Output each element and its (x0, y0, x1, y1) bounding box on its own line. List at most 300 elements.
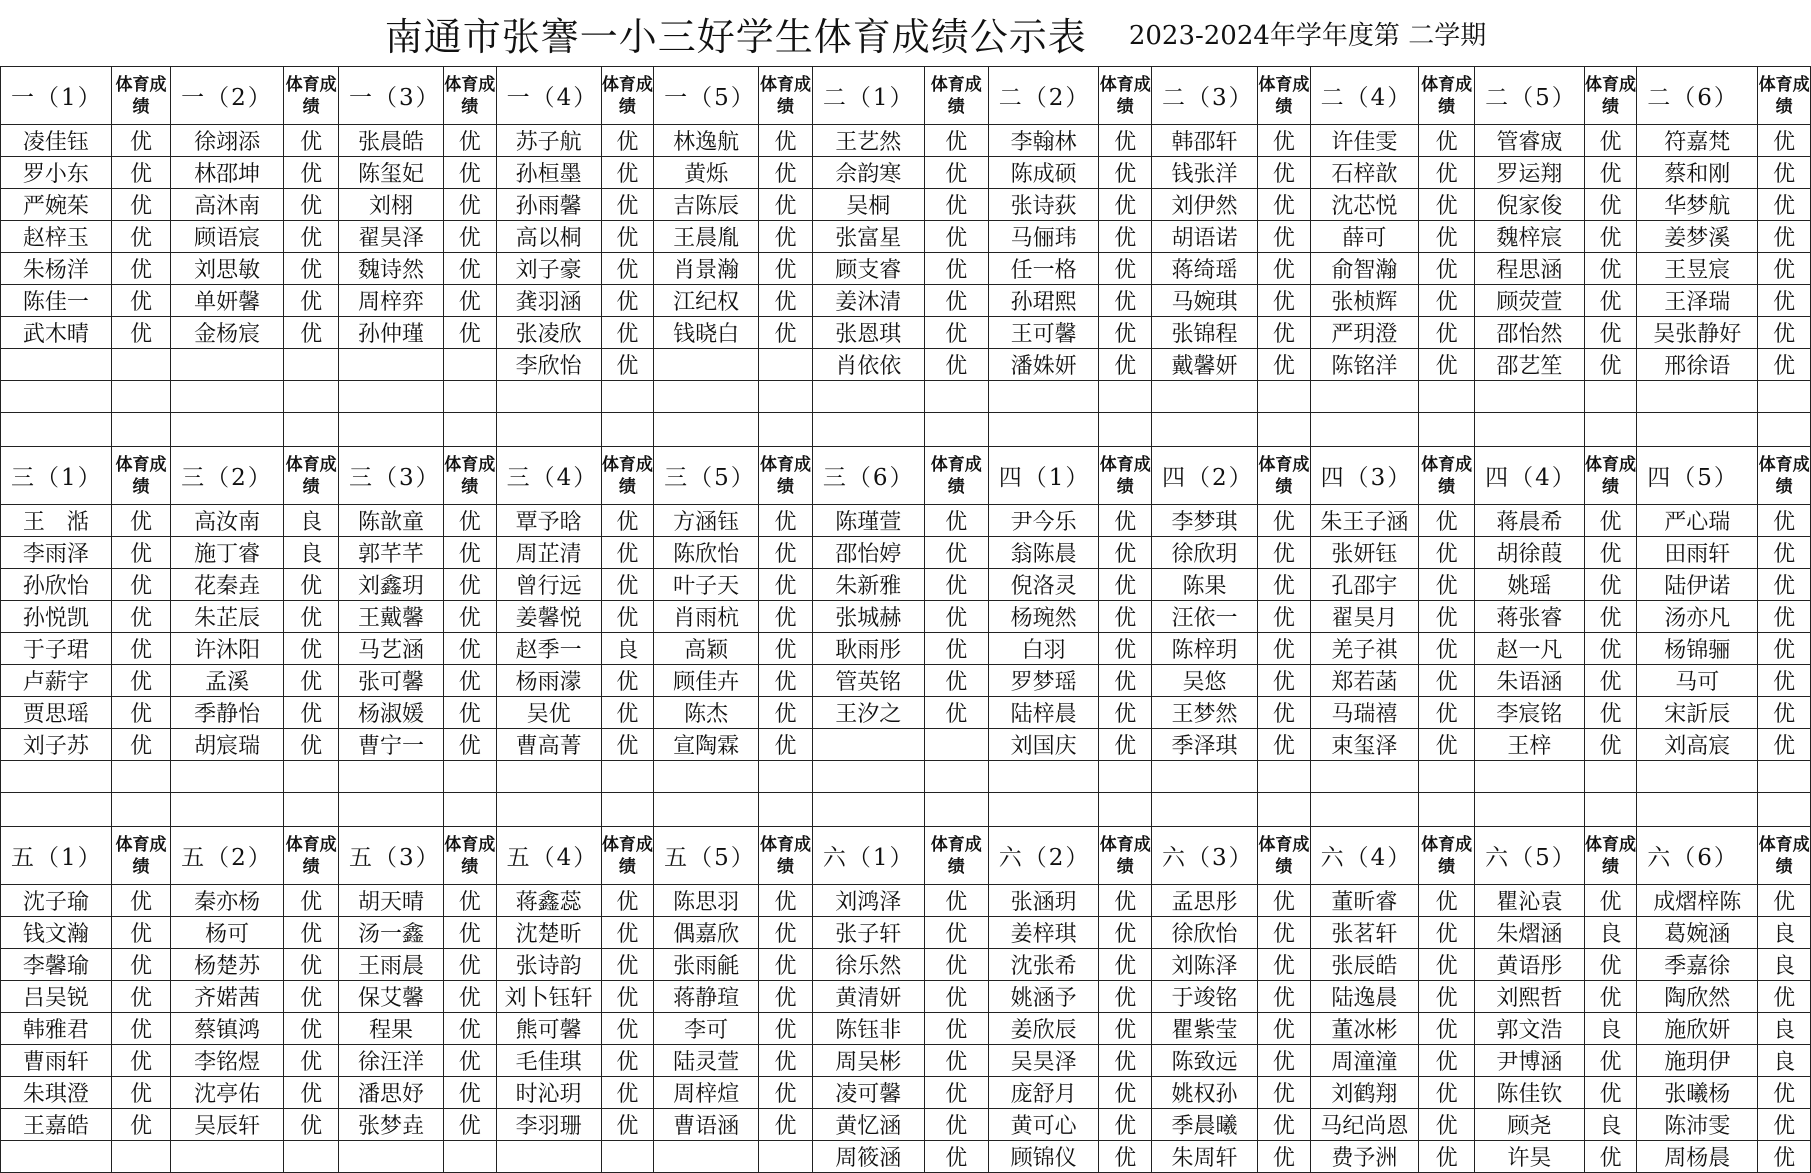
student-name-cell (988, 381, 1099, 413)
student-name-cell: 武木晴 (1, 317, 112, 349)
score-column-header: 体育成绩 (924, 447, 988, 505)
student-grade-cell: 优 (1584, 505, 1637, 537)
score-column-header: 体育成绩 (1584, 67, 1637, 125)
student-grade-cell: 优 (1258, 981, 1311, 1013)
student-grade-cell: 优 (444, 221, 497, 253)
student-grade-cell: 优 (1419, 1141, 1475, 1173)
empty-cell (111, 413, 170, 447)
student-grade-cell: 优 (759, 665, 813, 697)
student-grade-cell: 优 (1584, 633, 1637, 665)
student-name-cell: 偶嘉欣 (654, 917, 759, 949)
student-grade-cell: 优 (924, 1141, 988, 1173)
student-name-cell: 秦亦杨 (171, 885, 284, 917)
student-grade-cell: 优 (444, 537, 497, 569)
empty-cell (759, 413, 813, 447)
empty-cell (111, 793, 170, 827)
student-name-cell: 郑若菡 (1310, 665, 1418, 697)
student-grade-cell: 优 (1099, 505, 1152, 537)
student-grade-cell: 优 (111, 1045, 170, 1077)
student-grade-cell: 优 (284, 125, 339, 157)
student-name-cell: 王可馨 (988, 317, 1099, 349)
student-name-cell: 潘姝妍 (988, 349, 1099, 381)
student-grade-cell: 优 (1099, 981, 1152, 1013)
student-name-cell: 黄清妍 (812, 981, 924, 1013)
student-grade-cell: 优 (1258, 349, 1311, 381)
score-column-header: 体育成绩 (924, 827, 988, 885)
student-grade-cell: 优 (1419, 633, 1475, 665)
student-name-cell: 施丁睿 (171, 537, 284, 569)
student-name-cell (496, 1141, 601, 1173)
student-grade-cell: 优 (111, 125, 170, 157)
score-column-header: 体育成绩 (1758, 827, 1811, 885)
empty-cell (1419, 413, 1475, 447)
student-grade-cell: 优 (1758, 505, 1811, 537)
class-name-header: 二（4） (1310, 67, 1418, 125)
empty-cell (339, 413, 444, 447)
student-grade-cell: 优 (444, 189, 497, 221)
student-name-cell (171, 761, 284, 793)
student-grade-cell: 良 (1758, 1045, 1811, 1077)
student-name-cell: 钱张洋 (1151, 157, 1257, 189)
empty-cell (444, 413, 497, 447)
student-name-cell: 张城赫 (812, 601, 924, 633)
empty-cell (1310, 793, 1418, 827)
student-name-cell: 曹高菁 (496, 729, 601, 761)
student-name-cell: 江纪权 (654, 285, 759, 317)
student-name-cell: 贾思瑶 (1, 697, 112, 729)
class-name-header: 三（6） (812, 447, 924, 505)
student-name-cell: 方涵钰 (654, 505, 759, 537)
student-grade-cell: 优 (111, 189, 170, 221)
student-row (1, 1141, 1811, 1173)
student-name-cell: 张妍钰 (1310, 537, 1418, 569)
student-name-cell: 严婉茱 (1, 189, 112, 221)
student-name-cell (1, 1141, 112, 1173)
student-grade-cell: 优 (1099, 1109, 1152, 1141)
student-row (1, 885, 1811, 917)
student-name-cell: 程思涵 (1475, 253, 1585, 285)
student-name-cell: 陈果 (1151, 569, 1257, 601)
score-column-header: 体育成绩 (1419, 827, 1475, 885)
student-grade-cell: 优 (601, 1077, 654, 1109)
empty-cell (1151, 413, 1257, 447)
student-name-cell: 周筱涵 (812, 1141, 924, 1173)
empty-cell (1, 793, 112, 827)
student-row (1, 285, 1811, 317)
student-name-cell: 徐欣怡 (1151, 917, 1257, 949)
student-grade-cell: 优 (284, 665, 339, 697)
student-grade-cell: 优 (924, 125, 988, 157)
class-name-header: 二（2） (988, 67, 1099, 125)
student-grade-cell: 优 (759, 1013, 813, 1045)
student-grade-cell (284, 1141, 339, 1173)
empty-cell (1584, 793, 1637, 827)
student-name-cell: 马可 (1637, 665, 1758, 697)
student-grade-cell: 优 (1584, 349, 1637, 381)
student-name-cell (339, 761, 444, 793)
student-name-cell: 陈梓玥 (1151, 633, 1257, 665)
student-grade-cell: 优 (759, 697, 813, 729)
student-grade-cell: 优 (1258, 601, 1311, 633)
student-name-cell: 朱芷辰 (171, 601, 284, 633)
student-name-cell: 姚瑶 (1475, 569, 1585, 601)
student-name-cell: 施欣妍 (1637, 1013, 1758, 1045)
student-grade-cell: 优 (759, 317, 813, 349)
student-grade-cell (924, 729, 988, 761)
student-grade-cell: 优 (1419, 505, 1475, 537)
student-grade-cell: 优 (759, 189, 813, 221)
student-grade-cell: 优 (759, 949, 813, 981)
student-name-cell: 吕吴锐 (1, 981, 112, 1013)
student-name-cell: 李雨泽 (1, 537, 112, 569)
student-name-cell: 邢徐语 (1637, 349, 1758, 381)
student-name-cell: 费予洲 (1310, 1141, 1418, 1173)
student-grade-cell: 优 (1099, 917, 1152, 949)
student-name-cell: 邵怡然 (1475, 317, 1585, 349)
student-grade-cell: 优 (284, 885, 339, 917)
student-grade-cell: 优 (444, 729, 497, 761)
student-grade-cell: 优 (924, 981, 988, 1013)
student-grade-cell (284, 761, 339, 793)
student-grade-cell (444, 761, 497, 793)
student-grade-cell: 优 (284, 569, 339, 601)
student-grade-cell: 优 (759, 601, 813, 633)
student-name-cell: 倪洛灵 (988, 569, 1099, 601)
empty-cell (1584, 413, 1637, 447)
student-grade-cell: 优 (1258, 285, 1311, 317)
student-name-cell: 杨琬然 (988, 601, 1099, 633)
student-grade-cell: 优 (1419, 157, 1475, 189)
class-name-header: 一（3） (339, 67, 444, 125)
student-name-cell: 龚羽涵 (496, 285, 601, 317)
score-column-header: 体育成绩 (601, 827, 654, 885)
student-name-cell: 沈芯悦 (1310, 189, 1418, 221)
student-name-cell (1, 761, 112, 793)
student-grade-cell: 优 (1258, 1077, 1311, 1109)
student-grade-cell: 优 (1419, 569, 1475, 601)
student-grade-cell: 优 (111, 601, 170, 633)
student-grade-cell: 优 (924, 505, 988, 537)
student-name-cell: 朱周轩 (1151, 1141, 1257, 1173)
student-name-cell: 瞿紫莹 (1151, 1013, 1257, 1045)
score-column-header: 体育成绩 (284, 827, 339, 885)
student-grade-cell: 优 (601, 569, 654, 601)
student-name-cell: 曹雨轩 (1, 1045, 112, 1077)
student-grade-cell: 优 (1099, 189, 1152, 221)
student-name-cell: 蒋静瑄 (654, 981, 759, 1013)
student-grade-cell: 优 (1099, 349, 1152, 381)
student-grade-cell: 优 (759, 125, 813, 157)
student-name-cell: 顾锦仪 (988, 1141, 1099, 1173)
student-name-cell: 姜梓琪 (988, 917, 1099, 949)
student-grade-cell: 优 (759, 1077, 813, 1109)
student-grade-cell: 优 (444, 981, 497, 1013)
student-grade-cell: 优 (759, 221, 813, 253)
student-name-cell: 许沐阳 (171, 633, 284, 665)
student-name-cell (1, 381, 112, 413)
student-grade-cell: 优 (601, 917, 654, 949)
student-grade-cell: 优 (1419, 221, 1475, 253)
class-name-header: 二（5） (1475, 67, 1585, 125)
student-name-cell: 许佳雯 (1310, 125, 1418, 157)
student-name-cell: 林邵坤 (171, 157, 284, 189)
student-name-cell: 王梦然 (1151, 697, 1257, 729)
class-name-header: 三（1） (1, 447, 112, 505)
student-name-cell: 蒋晨希 (1475, 505, 1585, 537)
empty-cell (601, 793, 654, 827)
student-grade-cell: 优 (1584, 221, 1637, 253)
student-name-cell: 张富星 (812, 221, 924, 253)
student-grade-cell: 优 (1419, 537, 1475, 569)
student-name-cell (654, 349, 759, 381)
student-grade-cell: 优 (1258, 949, 1311, 981)
student-name-cell: 施玥伊 (1637, 1045, 1758, 1077)
student-grade-cell (924, 381, 988, 413)
student-grade-cell: 优 (759, 505, 813, 537)
student-grade-cell: 优 (1099, 729, 1152, 761)
student-grade-cell: 优 (759, 633, 813, 665)
student-grade-cell: 优 (1099, 125, 1152, 157)
student-name-cell: 葛婉涵 (1637, 917, 1758, 949)
student-grade-cell: 优 (601, 505, 654, 537)
student-grade-cell: 优 (444, 601, 497, 633)
empty-cell (988, 413, 1099, 447)
student-name-cell: 吉陈辰 (654, 189, 759, 221)
student-grade-cell: 优 (444, 505, 497, 537)
score-column-header: 体育成绩 (1258, 827, 1311, 885)
student-name-cell: 孔邵宇 (1310, 569, 1418, 601)
student-grade-cell (1099, 381, 1152, 413)
student-grade-cell: 优 (284, 917, 339, 949)
student-name-cell: 符嘉梵 (1637, 125, 1758, 157)
student-name-cell: 石梓歆 (1310, 157, 1418, 189)
student-grade-cell: 优 (1758, 665, 1811, 697)
student-grade-cell: 优 (1419, 317, 1475, 349)
student-name-cell: 汤亦凡 (1637, 601, 1758, 633)
student-name-cell: 陈思羽 (654, 885, 759, 917)
student-grade-cell: 优 (444, 1077, 497, 1109)
student-grade-cell: 优 (1419, 697, 1475, 729)
student-grade-cell: 优 (1584, 1141, 1637, 1173)
student-name-cell: 高以桐 (496, 221, 601, 253)
student-grade-cell (1258, 381, 1311, 413)
student-grade-cell: 优 (1419, 285, 1475, 317)
student-grade-cell: 优 (1419, 349, 1475, 381)
student-grade-cell: 优 (1758, 157, 1811, 189)
student-name-cell: 李铭煜 (171, 1045, 284, 1077)
student-name-cell: 孟溪 (171, 665, 284, 697)
student-grade-cell: 优 (1099, 601, 1152, 633)
student-name-cell: 刘陈泽 (1151, 949, 1257, 981)
student-grade-cell: 优 (111, 917, 170, 949)
student-name-cell: 吴昊泽 (988, 1045, 1099, 1077)
student-grade-cell: 优 (444, 917, 497, 949)
student-grade-cell: 优 (1258, 157, 1311, 189)
student-name-cell: 王梓 (1475, 729, 1585, 761)
student-name-cell: 李可 (654, 1013, 759, 1045)
student-name-cell: 束玺泽 (1310, 729, 1418, 761)
student-name-cell: 羌子祺 (1310, 633, 1418, 665)
student-grade-cell: 优 (1258, 697, 1311, 729)
student-name-cell: 韩邵轩 (1151, 125, 1257, 157)
student-grade-cell: 优 (924, 253, 988, 285)
student-name-cell: 凌佳钰 (1, 125, 112, 157)
student-name-cell: 陈歆童 (339, 505, 444, 537)
student-row (1, 253, 1811, 285)
student-name-cell: 陈玺妃 (339, 157, 444, 189)
student-grade-cell: 优 (111, 253, 170, 285)
class-name-header: 四（2） (1151, 447, 1257, 505)
student-name-cell: 郭芊芊 (339, 537, 444, 569)
student-grade-cell: 优 (284, 317, 339, 349)
student-name-cell: 徐欣玥 (1151, 537, 1257, 569)
student-name-cell: 佘韵寒 (812, 157, 924, 189)
student-grade-cell: 优 (284, 189, 339, 221)
student-name-cell (1151, 761, 1257, 793)
empty-cell (1758, 793, 1811, 827)
student-row (1, 981, 1811, 1013)
empty-cell (444, 793, 497, 827)
student-grade-cell: 优 (1758, 537, 1811, 569)
class-name-header: 四（4） (1475, 447, 1585, 505)
student-name-cell: 孙欣怡 (1, 569, 112, 601)
student-name-cell: 沈子瑜 (1, 885, 112, 917)
student-name-cell: 张凌欣 (496, 317, 601, 349)
student-name-cell: 胡宸瑞 (171, 729, 284, 761)
student-grade-cell: 优 (601, 253, 654, 285)
student-name-cell: 刘鹤翔 (1310, 1077, 1418, 1109)
student-grade-cell: 优 (601, 157, 654, 189)
student-grade-cell: 优 (1099, 885, 1152, 917)
student-grade-cell: 优 (924, 189, 988, 221)
student-row (1, 189, 1811, 221)
student-grade-cell: 优 (924, 157, 988, 189)
student-name-cell: 沈张希 (988, 949, 1099, 981)
student-grade-cell: 优 (111, 285, 170, 317)
student-grade-cell: 优 (924, 1109, 988, 1141)
student-name-cell: 刘子豪 (496, 253, 601, 285)
student-name-cell: 朱杨洋 (1, 253, 112, 285)
empty-cell (988, 793, 1099, 827)
student-name-cell: 李羽珊 (496, 1109, 601, 1141)
student-grade-cell (111, 1141, 170, 1173)
student-grade-cell: 优 (1099, 1045, 1152, 1077)
student-name-cell: 刘鑫玥 (339, 569, 444, 601)
student-name-cell: 李欣怡 (496, 349, 601, 381)
score-column-header: 体育成绩 (1258, 67, 1311, 125)
class-name-header: 六（4） (1310, 827, 1418, 885)
student-grade-cell: 优 (111, 221, 170, 253)
student-name-cell: 周梓弈 (339, 285, 444, 317)
student-name-cell: 陆灵萱 (654, 1045, 759, 1077)
class-name-header: 三（2） (171, 447, 284, 505)
student-name-cell: 陈钰非 (812, 1013, 924, 1045)
student-grade-cell: 优 (444, 1045, 497, 1077)
student-name-cell: 严玥澄 (1310, 317, 1418, 349)
student-name-cell: 王雨晨 (339, 949, 444, 981)
student-grade-cell: 优 (1258, 885, 1311, 917)
student-grade-cell: 优 (111, 633, 170, 665)
empty-cell (1475, 413, 1585, 447)
student-name-cell: 陈欣怡 (654, 537, 759, 569)
student-grade-cell: 优 (1258, 221, 1311, 253)
student-grade-cell: 优 (1419, 729, 1475, 761)
class-name-header: 六（1） (812, 827, 924, 885)
student-grade-cell (444, 1141, 497, 1173)
student-grade-cell: 优 (759, 917, 813, 949)
student-name-cell: 罗小东 (1, 157, 112, 189)
student-grade-cell: 优 (1584, 665, 1637, 697)
student-name-cell: 顾支睿 (812, 253, 924, 285)
student-name-cell: 宣陶霖 (654, 729, 759, 761)
student-grade-cell (759, 381, 813, 413)
score-column-header: 体育成绩 (1584, 447, 1637, 505)
class-name-header: 五（4） (496, 827, 601, 885)
student-name-cell: 汪依一 (1151, 601, 1257, 633)
student-grade-cell: 优 (1258, 505, 1311, 537)
student-grade-cell: 优 (601, 1013, 654, 1045)
student-grade-cell: 优 (924, 317, 988, 349)
student-name-cell: 叶子天 (654, 569, 759, 601)
student-grade-cell (1419, 381, 1475, 413)
student-name-cell: 马俪玮 (988, 221, 1099, 253)
section-gap-row (1, 793, 1811, 827)
student-name-cell: 顾语宸 (171, 221, 284, 253)
student-name-cell: 张恩琪 (812, 317, 924, 349)
student-name-cell (812, 761, 924, 793)
student-grade-cell (1099, 761, 1152, 793)
student-name-cell: 邵艺笙 (1475, 349, 1585, 381)
student-name-cell: 成熠梓陈 (1637, 885, 1758, 917)
student-grade-cell: 优 (759, 157, 813, 189)
empty-cell (171, 793, 284, 827)
student-name-cell: 王汐之 (812, 697, 924, 729)
student-name-cell: 黄烁 (654, 157, 759, 189)
student-grade-cell: 优 (1584, 885, 1637, 917)
student-name-cell: 时沁玥 (496, 1077, 601, 1109)
student-name-cell (1475, 761, 1585, 793)
student-grade-cell: 优 (1758, 1109, 1811, 1141)
class-name-header: 六（2） (988, 827, 1099, 885)
student-grade-cell (1758, 761, 1811, 793)
student-row (1, 697, 1811, 729)
student-name-cell (812, 729, 924, 761)
student-grade-cell: 优 (924, 885, 988, 917)
student-grade-cell: 优 (1584, 125, 1637, 157)
student-grade-cell: 优 (1099, 285, 1152, 317)
student-grade-cell: 优 (1584, 1077, 1637, 1109)
empty-cell (1637, 793, 1758, 827)
student-name-cell: 郭文浩 (1475, 1013, 1585, 1045)
section-header-row (1, 827, 1811, 885)
student-name-cell: 杨可 (171, 917, 284, 949)
student-grade-cell: 优 (1758, 317, 1811, 349)
student-name-cell: 华梦航 (1637, 189, 1758, 221)
student-name-cell: 翟昊月 (1310, 601, 1418, 633)
student-grade-cell: 优 (1258, 729, 1311, 761)
score-column-header: 体育成绩 (1419, 447, 1475, 505)
student-name-cell: 杨楚苏 (171, 949, 284, 981)
student-name-cell: 管英铭 (812, 665, 924, 697)
student-grade-cell: 优 (601, 285, 654, 317)
student-grade-cell: 优 (924, 917, 988, 949)
student-name-cell: 陈沛雯 (1637, 1109, 1758, 1141)
student-grade-cell: 优 (1584, 285, 1637, 317)
student-name-cell: 毛佳琪 (496, 1045, 601, 1077)
student-grade-cell: 优 (601, 665, 654, 697)
student-grade-cell: 优 (1758, 1141, 1811, 1173)
student-grade-cell: 优 (444, 1109, 497, 1141)
